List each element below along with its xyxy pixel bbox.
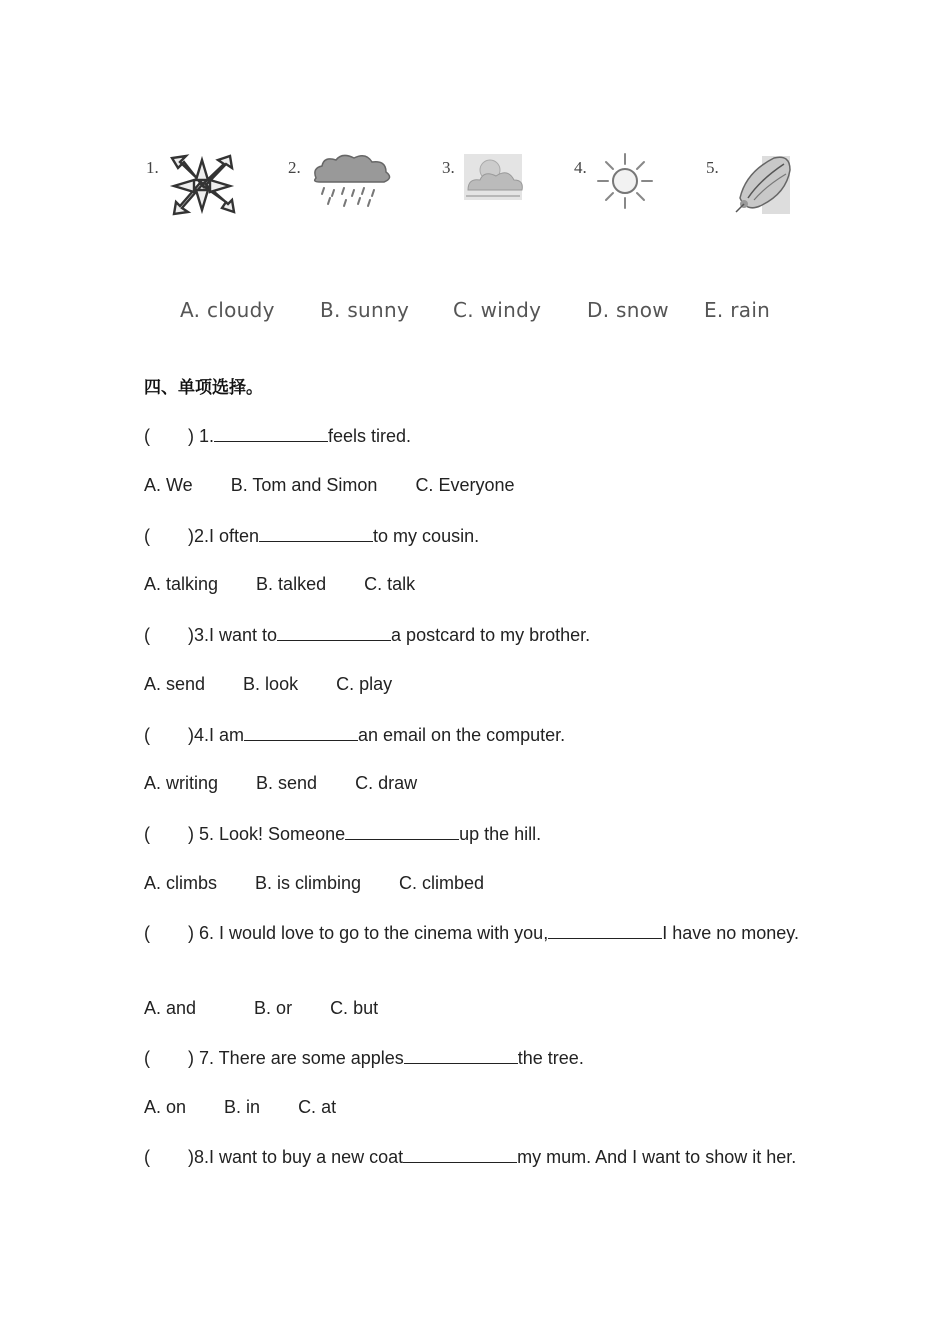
option-label: E. rain [704,298,771,322]
option-label: B. sunny [320,298,410,322]
question-1: ( ) 1. feels tired. [144,426,412,446]
question-7: ( ) 7. There are some apples the tree. [144,1048,584,1068]
cloudy-sun-icon [462,150,526,206]
choice[interactable]: B. send [256,773,318,793]
picture-4 [574,150,664,225]
answer-blank[interactable] [277,624,391,641]
choice[interactable]: C. draw [355,773,418,793]
answer-blank[interactable] [244,724,358,741]
choice[interactable]: C. climbed [399,873,485,893]
picture-number: 3. [442,158,455,177]
option-label: C. windy [453,298,542,322]
answer-blank[interactable] [404,1047,518,1064]
choice[interactable]: B. in [224,1097,261,1117]
picture-number: 1. [146,158,159,177]
choice[interactable]: B. look [243,674,299,694]
choice[interactable]: A. send [144,674,206,694]
question-5: ( ) 5. Look! Someone up the hill. [144,824,542,844]
choice[interactable]: B. Tom and Simon [230,475,378,495]
question-6: ( ) 6. I would love to go to the cinema with you, I have no money. [144,923,799,943]
choices-6 [144,998,416,1019]
answer-blank[interactable] [259,525,373,542]
picture-3 [442,150,532,225]
choice[interactable]: B. or [254,998,293,1018]
choice[interactable]: A. talking [144,574,219,594]
choice[interactable]: A. climbs [144,873,218,893]
picture-2 [288,150,398,225]
choices-2 [144,574,453,595]
choice[interactable]: B. talked [256,574,327,594]
answer-blank[interactable] [403,1146,517,1163]
option-label: D. snow [587,298,669,322]
answer-blank[interactable] [345,823,459,840]
choice[interactable]: C. at [298,1097,337,1117]
choice[interactable]: A. writing [144,773,219,793]
answer-blank[interactable] [548,922,662,939]
rain-cloud-icon [310,150,394,210]
option-label: A. cloudy [180,298,275,322]
question-8: ( )8.I want to buy a new coat my mum. And I want to show it her. [144,1147,797,1167]
wind-arrows-icon [166,150,238,220]
choice[interactable]: A. We [144,475,193,495]
choice[interactable]: C. talk [364,574,416,594]
choice[interactable]: C. but [330,998,379,1018]
choices-3 [144,674,430,695]
choices-5 [144,873,522,894]
choice[interactable]: B. is climbing [255,873,362,893]
section-title: 四、单项选择。 [144,378,263,398]
picture-number: 5. [706,158,719,177]
picture-number: 2. [288,158,301,177]
choices-1 [144,475,552,496]
snow-icon [726,150,792,216]
choice[interactable]: A. on [144,1097,187,1117]
answer-blank[interactable] [214,425,328,442]
choice[interactable]: A. and [144,998,197,1018]
picture-1 [146,150,246,225]
picture-5 [706,150,796,225]
sun-icon [594,150,656,212]
picture-number: 4. [574,158,587,177]
question-4: ( )4.I am an email on the computer. [144,725,566,745]
choices-7 [144,1097,374,1118]
question-3: ( )3.I want to a postcard to my brother. [144,625,591,645]
choice[interactable]: C. Everyone [415,475,515,495]
question-2: ( )2.I often to my cousin. [144,526,480,546]
choice[interactable]: C. play [336,674,393,694]
choices-4 [144,773,455,794]
